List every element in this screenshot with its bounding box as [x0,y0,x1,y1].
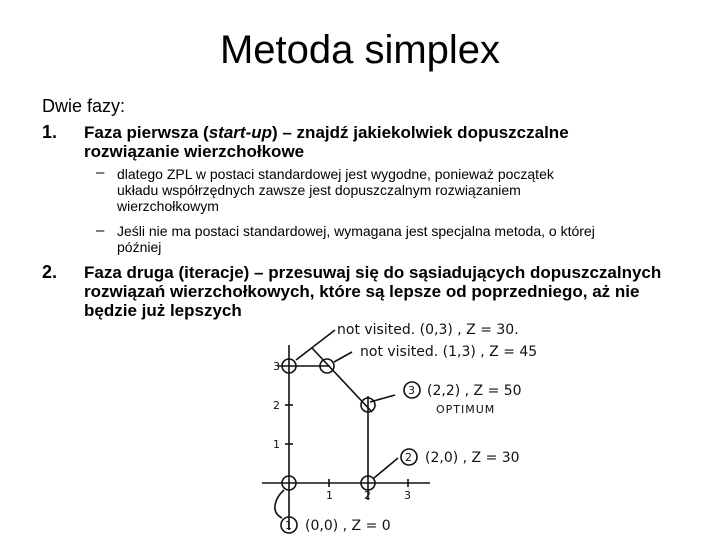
bullet1-line1: dlatego ZPL w postaci standardowej jest wygodne, ponieważ początek [117,166,554,182]
x-tick-label-1: 1 [326,489,333,502]
step3-number: 3 [408,384,415,397]
label-03: not visited. (0,3) , Z = 30. [337,322,519,338]
arrow-to-20 [374,458,398,478]
phase1-post: ) – znajdź jakiekolwiek dopuszczalne [272,123,569,142]
x-tick-label-2: 2 [364,489,371,502]
phase2-number: 2. [42,262,58,282]
arrow-to-13 [334,352,352,362]
phase1-italic: start-up [208,123,272,142]
bullet1-line3: wierzchołkowym [117,198,219,214]
bullet2-line2: później [117,239,162,255]
label-22: (2,2) , Z = 50 [427,383,522,399]
phase1-number: 1. [42,122,58,142]
bullet1-dash: – [96,164,105,181]
phase2-line1: Faza druga (iteracje) – przesuwaj się do sąsiadujących dopuszczalnych [84,263,662,282]
bullet2-line1: Jeśli nie ma postaci standardowej, wymagana jest specjalna metoda, o której [117,223,595,239]
bullet1-line2: układu współrzędnych zawsze jest dopuszczalnym rozwiązaniem [117,182,521,198]
label-20: (2,0) , Z = 30 [425,450,520,466]
optimum-label: OPTIMUM [436,403,496,416]
arrow-to-03 [296,330,335,360]
x-tick-label-3: 3 [404,489,411,502]
phase1-pre: Faza pierwsza ( [84,123,209,142]
phase2-line2: rozwiązań wierzchołkowych, które są lepsze od poprzedniego, aż nie [84,282,640,301]
arrow-to-00 [275,490,284,518]
y-tick-label-3: 3 [273,360,280,373]
bullet2-dash: – [96,222,105,239]
label-00: (0,0) , Z = 0 [305,518,391,534]
y-tick-label-2: 2 [273,399,280,412]
phase1-line2: rozwiązanie wierzchołkowe [84,142,305,161]
slide-title: Metoda simplex [219,28,501,72]
label-13: not visited. (1,3) , Z = 45 [360,344,538,360]
y-tick-label-1: 1 [273,438,280,451]
step2-number: 2 [405,451,412,464]
phase2-line3: będzie już lepszych [84,301,242,320]
intro-text: Dwie fazy: [42,96,126,116]
step1-number: 1 [285,519,292,532]
